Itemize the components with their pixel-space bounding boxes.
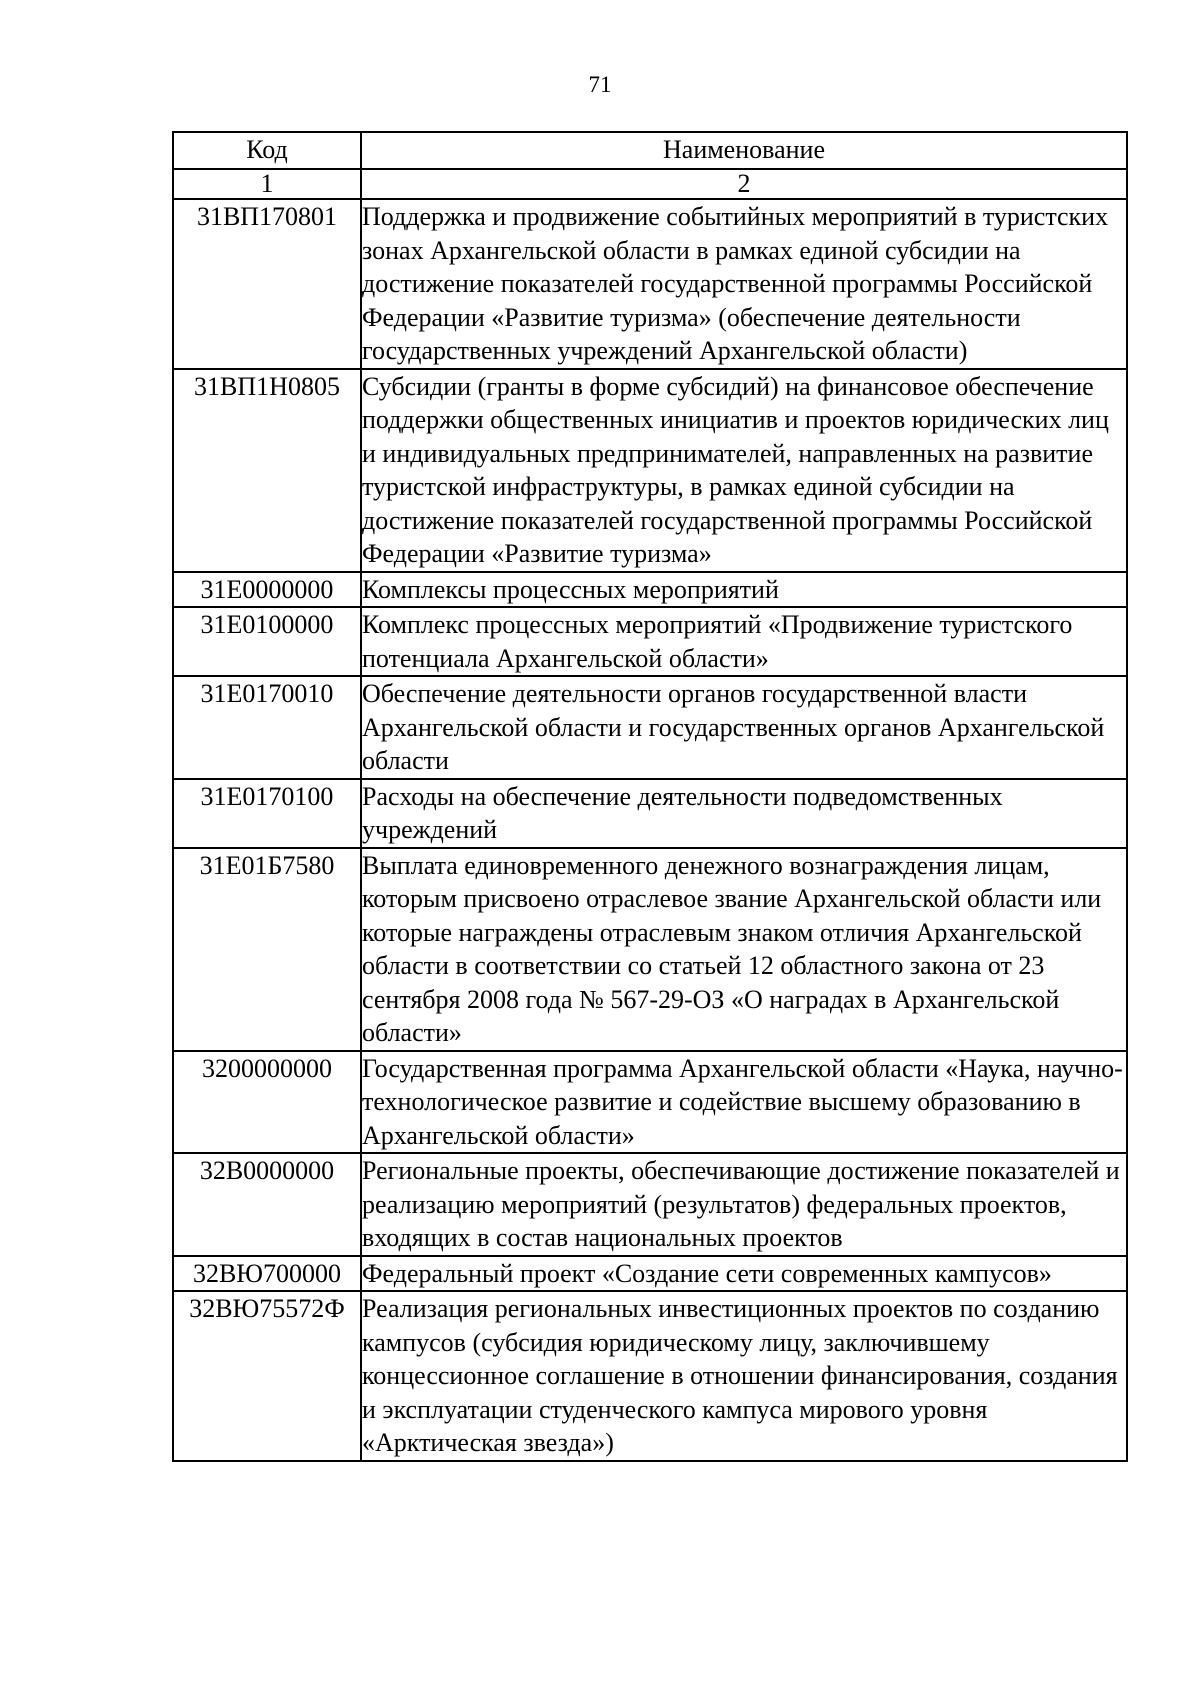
row-name: Федеральный проект «Создание сети современных кампусов» xyxy=(361,1256,1127,1292)
row-code: 31ВП1Н0805 xyxy=(173,369,361,572)
table-row xyxy=(173,676,1127,779)
table-row xyxy=(173,848,1127,1051)
row-code: 31Е0000000 xyxy=(173,572,361,608)
column-number-2: 2 xyxy=(361,169,1127,199)
row-code: 32ВЮ700000 xyxy=(173,1256,361,1292)
row-code: 31Е0170010 xyxy=(173,676,361,779)
row-name: Субсидии (гранты в форме субсидий) на финансовое обеспечение поддержки общественных инициатив и проектов юридических лиц и индивидуальных предпринимателей, направленных на развитие туристской инфраструктуры, в рамках единой субсидии на достижение показателей государственной программы Российской Федерации «Развитие туризма» xyxy=(361,369,1127,572)
row-code: 32ВЮ75572Ф xyxy=(173,1291,361,1461)
table-row xyxy=(173,1256,1127,1292)
row-code: 3200000000 xyxy=(173,1051,361,1154)
header-name: Наименование xyxy=(361,132,1127,169)
table-row xyxy=(173,1051,1127,1154)
column-number-1: 1 xyxy=(173,169,361,199)
header-code: Код xyxy=(173,132,361,169)
row-name: Выплата единовременного денежного вознаграждения лицам, которым присвоено отраслевое звание Архангельской области или которые награждены отраслевым знаком отличия Архангельской области в соответствии со статьей 12 областного закона от 23 сентября 2008 года № 567-29-ОЗ «О наградах в Архангельской области» xyxy=(361,848,1127,1051)
table-row xyxy=(173,1291,1127,1461)
table-row xyxy=(173,1153,1127,1256)
header-row xyxy=(173,132,1127,169)
row-name: Комплексы процессных мероприятий xyxy=(361,572,1127,608)
row-name: Государственная программа Архангельской области «Наука, научно-технологическое развитие и содействие высшему образованию в Архангельской области» xyxy=(361,1051,1127,1154)
row-code: 31Е01Б7580 xyxy=(173,848,361,1051)
budget-codes-table xyxy=(172,131,1128,1462)
row-code: 31Е0170100 xyxy=(173,779,361,848)
table-row xyxy=(173,199,1127,369)
row-name: Региональные проекты, обеспечивающие достижение показателей и реализацию мероприятий (результатов) федеральных проектов, входящих в состав национальных проектов xyxy=(361,1153,1127,1256)
row-code: 31ВП170801 xyxy=(173,199,361,369)
row-name: Поддержка и продвижение событийных мероприятий в туристских зонах Архангельской области в рамках единой субсидии на достижение показателей государственной программы Российской Федерации «Развитие туризма» (обеспечение деятельности государственных учреждений Архангельской области) xyxy=(361,199,1127,369)
row-name: Комплекс процессных мероприятий «Продвижение туристского потенциала Архангельской области» xyxy=(361,607,1127,676)
table-row xyxy=(173,607,1127,676)
page-number: 71 xyxy=(588,72,612,97)
row-name: Обеспечение деятельности органов государственной власти Архангельской области и государственных органов Архангельской области xyxy=(361,676,1127,779)
row-name: Реализация региональных инвестиционных проектов по созданию кампусов (субсидия юридическому лицу, заключившему концессионное соглашение в отношении финансирования, создания и эксплуатации студенческого кампуса мирового уровня «Арктическая звезда») xyxy=(361,1291,1127,1461)
table-row xyxy=(173,779,1127,848)
table-row xyxy=(173,572,1127,608)
row-code: 31Е0100000 xyxy=(173,607,361,676)
table-row xyxy=(173,369,1127,572)
column-number-row xyxy=(173,169,1127,199)
row-code: 32В0000000 xyxy=(173,1153,361,1256)
row-name: Расходы на обеспечение деятельности подведомственных учреждений xyxy=(361,779,1127,848)
